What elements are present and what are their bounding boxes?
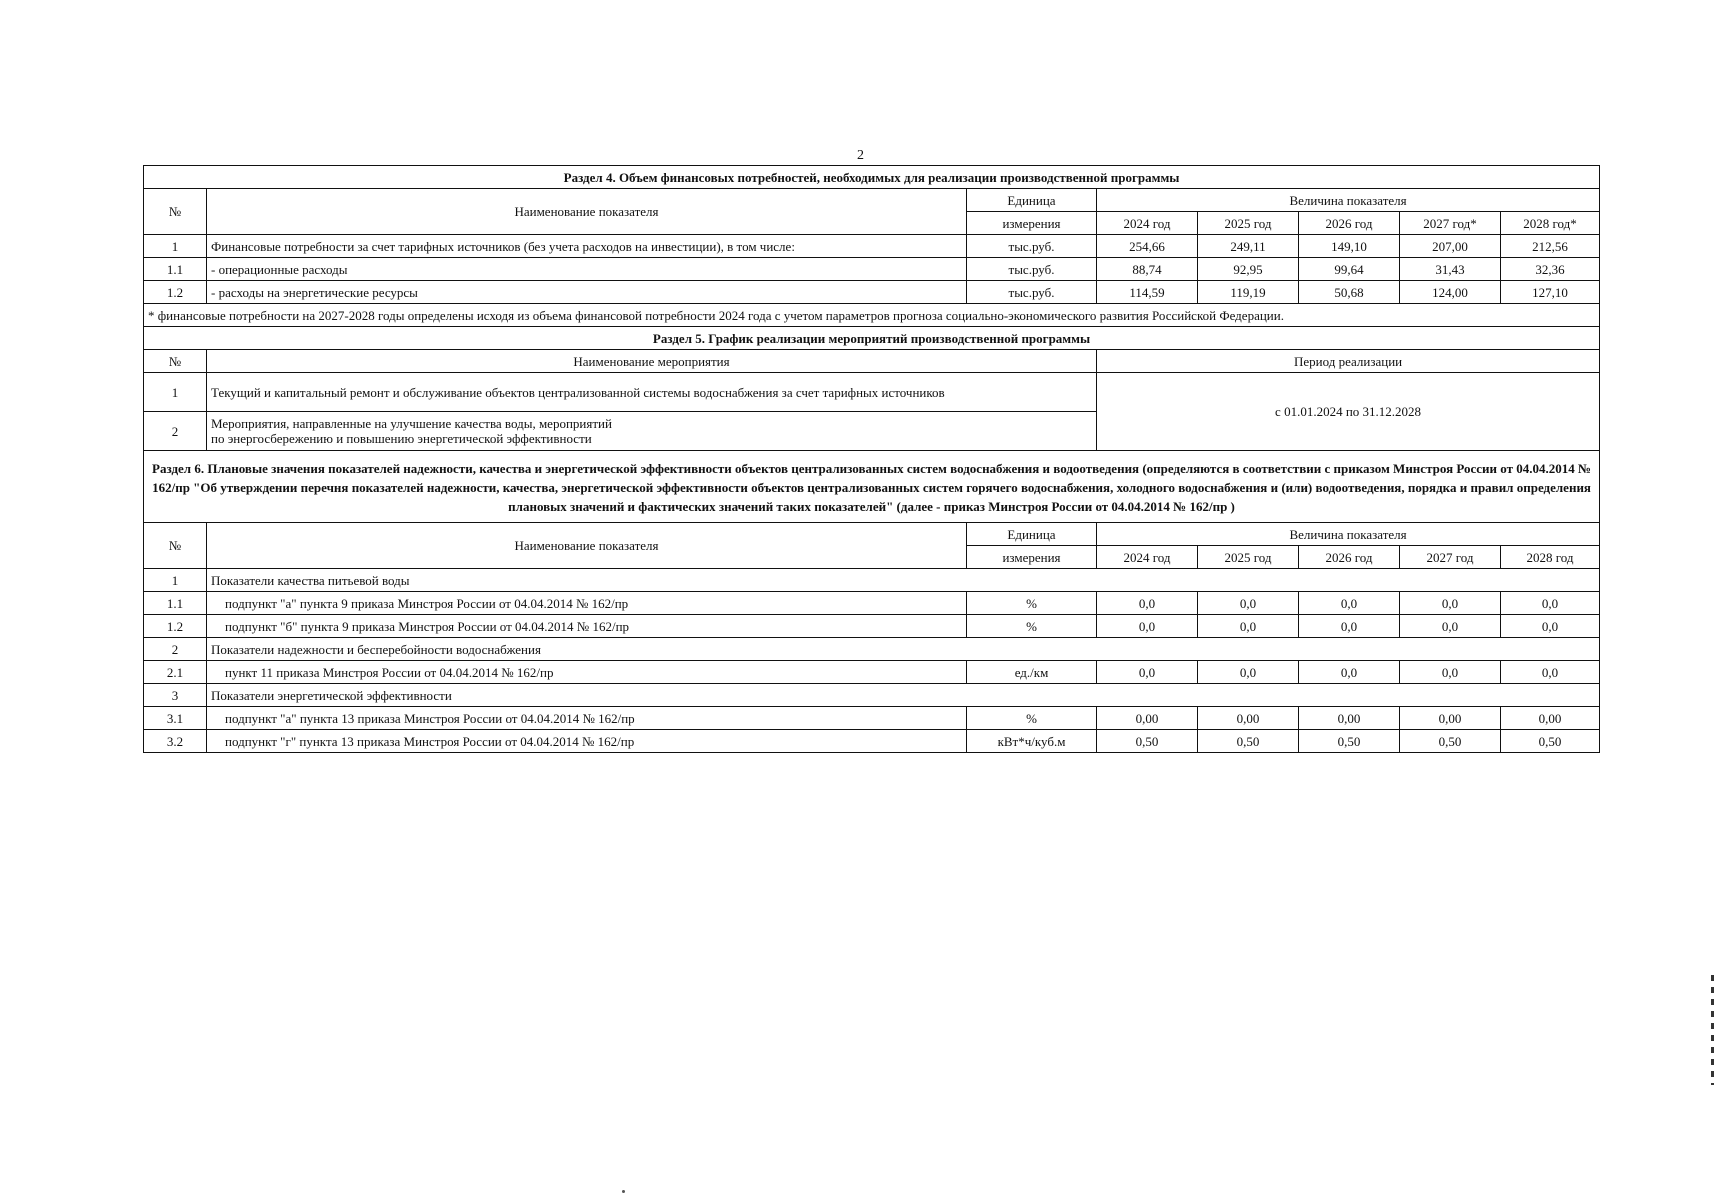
page-number: 2 bbox=[857, 148, 864, 163]
table-row bbox=[144, 373, 1600, 412]
s5-header-name: Наименование мероприятия bbox=[207, 350, 1097, 373]
s6-header-unit-line1: Единица bbox=[967, 523, 1097, 546]
row-unit: кВт*ч/куб.м bbox=[967, 730, 1097, 753]
row-num: 1.1 bbox=[144, 592, 207, 615]
table-row bbox=[144, 258, 1600, 281]
row-num: 3 bbox=[144, 684, 207, 707]
table-row bbox=[144, 615, 1600, 638]
row-value: 0,00 bbox=[1400, 707, 1501, 730]
row-value: 0,0 bbox=[1097, 592, 1198, 615]
s4-year-2028: 2028 год* bbox=[1501, 212, 1600, 235]
row-value: 0,0 bbox=[1501, 661, 1600, 684]
scan-edge-marks bbox=[1711, 975, 1714, 1085]
row-name: подпункт "а" пункта 13 приказа Минстроя России от 04.04.2014 № 162/пр bbox=[207, 707, 967, 730]
section6-title: Раздел 6. Плановые значения показателей надежности, качества и энергетической эффективности объектов централизованных систем водоснабжения и водоотведения (определяются в соответствии с приказом Минстроя России от 04.04.2014 № 162/пр "Об утверждении перечня показателей надежности, качества, энергетической эффективности объектов централизованных систем горячего водоснабжения, холодного водоснабжения и (или) водоотведения, порядка и правил определения плановых значений и фактических значений таких показателей" (далее - приказ Минстроя России от 04.04.2014 № 162/пр ) bbox=[144, 451, 1600, 523]
row-unit: тыс.руб. bbox=[967, 258, 1097, 281]
row-unit: тыс.руб. bbox=[967, 235, 1097, 258]
row-value: 0,00 bbox=[1097, 707, 1198, 730]
table-row bbox=[144, 235, 1600, 258]
row-value: 114,59 bbox=[1097, 281, 1198, 304]
row-value: 99,64 bbox=[1299, 258, 1400, 281]
s4-header-num: № bbox=[144, 189, 207, 235]
production-program-table bbox=[143, 165, 1600, 753]
s4-header-unit-line1: Единица bbox=[967, 189, 1097, 212]
s6-year-2024: 2024 год bbox=[1097, 546, 1198, 569]
table-row bbox=[144, 707, 1600, 730]
row-value: 149,10 bbox=[1299, 235, 1400, 258]
row-value: 124,00 bbox=[1400, 281, 1501, 304]
table-row-group bbox=[144, 638, 1600, 661]
row-name: Финансовые потребности за счет тарифных источников (без учета расходов на инвестиции), в том числе: bbox=[207, 235, 967, 258]
row-unit: % bbox=[967, 615, 1097, 638]
s6-header-num: № bbox=[144, 523, 207, 569]
row-unit: % bbox=[967, 707, 1097, 730]
row-value: 0,0 bbox=[1299, 592, 1400, 615]
row-value: 0,0 bbox=[1198, 592, 1299, 615]
table-row bbox=[144, 661, 1600, 684]
row-num: 1.2 bbox=[144, 281, 207, 304]
row-name: подпункт "а" пункта 9 приказа Минстроя России от 04.04.2014 № 162/пр bbox=[207, 592, 967, 615]
table-row bbox=[144, 592, 1600, 615]
row-value: 0,0 bbox=[1400, 661, 1501, 684]
row-value: 92,95 bbox=[1198, 258, 1299, 281]
row-num: 3.1 bbox=[144, 707, 207, 730]
row-value: 0,50 bbox=[1501, 730, 1600, 753]
s6-year-2027: 2027 год bbox=[1400, 546, 1501, 569]
row-num: 1 bbox=[144, 235, 207, 258]
s5-header-period: Период реализации bbox=[1097, 350, 1600, 373]
row-group-name: Показатели качества питьевой воды bbox=[207, 569, 1600, 592]
s4-year-2027: 2027 год* bbox=[1400, 212, 1501, 235]
row-num: 1 bbox=[144, 373, 207, 412]
row-value: 0,00 bbox=[1501, 707, 1600, 730]
row-num: 1 bbox=[144, 569, 207, 592]
row-value: 254,66 bbox=[1097, 235, 1198, 258]
row-value: 0,0 bbox=[1198, 615, 1299, 638]
row-value: 0,50 bbox=[1299, 730, 1400, 753]
row-num: 2.1 bbox=[144, 661, 207, 684]
s4-year-2024: 2024 год bbox=[1097, 212, 1198, 235]
row-name: - расходы на энергетические ресурсы bbox=[207, 281, 967, 304]
s6-header-name: Наименование показателя bbox=[207, 523, 967, 569]
s6-header-unit-line2: измерения bbox=[967, 546, 1097, 569]
row-value: 249,11 bbox=[1198, 235, 1299, 258]
s4-year-2025: 2025 год bbox=[1198, 212, 1299, 235]
row-value: 0,0 bbox=[1501, 615, 1600, 638]
s6-year-2026: 2026 год bbox=[1299, 546, 1400, 569]
row-value: 0,0 bbox=[1097, 615, 1198, 638]
row-value: 0,0 bbox=[1501, 592, 1600, 615]
table-row-group bbox=[144, 684, 1600, 707]
scan-dot bbox=[622, 1190, 625, 1193]
row-value: 0,0 bbox=[1299, 615, 1400, 638]
row-group-name: Показатели энергетической эффективности bbox=[207, 684, 1600, 707]
row-name: подпункт "б" пункта 9 приказа Минстроя России от 04.04.2014 № 162/пр bbox=[207, 615, 967, 638]
row-name-line2: по энергосбережению и повышению энергетической эффективности bbox=[211, 431, 592, 446]
row-value: 212,56 bbox=[1501, 235, 1600, 258]
row-name: пункт 11 приказа Минстроя России от 04.04.2014 № 162/пр bbox=[207, 661, 967, 684]
table-row-group bbox=[144, 569, 1600, 592]
row-value: 207,00 bbox=[1400, 235, 1501, 258]
row-num: 2 bbox=[144, 412, 207, 451]
row-name-line1: Мероприятия, направленные на улучшение качества воды, мероприятий bbox=[211, 416, 612, 431]
row-value: 32,36 bbox=[1501, 258, 1600, 281]
table-row bbox=[144, 730, 1600, 753]
s4-header-name: Наименование показателя bbox=[207, 189, 967, 235]
row-value: 0,0 bbox=[1198, 661, 1299, 684]
s4-year-2026: 2026 год bbox=[1299, 212, 1400, 235]
row-value: 0,00 bbox=[1299, 707, 1400, 730]
row-value: 0,0 bbox=[1097, 661, 1198, 684]
row-num: 3.2 bbox=[144, 730, 207, 753]
s4-header-value: Величина показателя bbox=[1097, 189, 1600, 212]
s6-year-2025: 2025 год bbox=[1198, 546, 1299, 569]
row-name: подпункт "г" пункта 13 приказа Минстроя России от 04.04.2014 № 162/пр bbox=[207, 730, 967, 753]
s5-header-num: № bbox=[144, 350, 207, 373]
table-row bbox=[144, 281, 1600, 304]
row-value: 50,68 bbox=[1299, 281, 1400, 304]
section4-title: Раздел 4. Объем финансовых потребностей, необходимых для реализации производственной программы bbox=[144, 166, 1600, 189]
row-value: 0,0 bbox=[1400, 615, 1501, 638]
s4-header-unit-line2: измерения bbox=[967, 212, 1097, 235]
row-value: 0,50 bbox=[1198, 730, 1299, 753]
row-unit: % bbox=[967, 592, 1097, 615]
row-unit: тыс.руб. bbox=[967, 281, 1097, 304]
document-tables bbox=[143, 165, 1599, 753]
row-num: 2 bbox=[144, 638, 207, 661]
row-value: 0,0 bbox=[1400, 592, 1501, 615]
row-value: 119,19 bbox=[1198, 281, 1299, 304]
row-value: 0,50 bbox=[1400, 730, 1501, 753]
s6-header-value: Величина показателя bbox=[1097, 523, 1600, 546]
row-value: 0,00 bbox=[1198, 707, 1299, 730]
row-unit: ед./км bbox=[967, 661, 1097, 684]
row-name bbox=[207, 412, 1097, 451]
row-value: 31,43 bbox=[1400, 258, 1501, 281]
section4-footnote: * финансовые потребности на 2027-2028 годы определены исходя из объема финансовой потребности 2024 года с учетом параметров прогноза социально-экономического развития Российской Федерации. bbox=[144, 304, 1600, 327]
row-num: 1.1 bbox=[144, 258, 207, 281]
row-name: Текущий и капитальный ремонт и обслуживание объектов централизованной системы водоснабжения за счет тарифных источников bbox=[207, 373, 1097, 412]
row-value: 127,10 bbox=[1501, 281, 1600, 304]
s6-year-2028: 2028 год bbox=[1501, 546, 1600, 569]
row-value: 88,74 bbox=[1097, 258, 1198, 281]
row-num: 1.2 bbox=[144, 615, 207, 638]
s5-period: с 01.01.2024 по 31.12.2028 bbox=[1097, 373, 1600, 451]
section5-title: Раздел 5. График реализации мероприятий производственной программы bbox=[144, 327, 1600, 350]
row-value: 0,0 bbox=[1299, 661, 1400, 684]
row-name: - операционные расходы bbox=[207, 258, 967, 281]
row-group-name: Показатели надежности и бесперебойности водоснабжения bbox=[207, 638, 1600, 661]
row-value: 0,50 bbox=[1097, 730, 1198, 753]
